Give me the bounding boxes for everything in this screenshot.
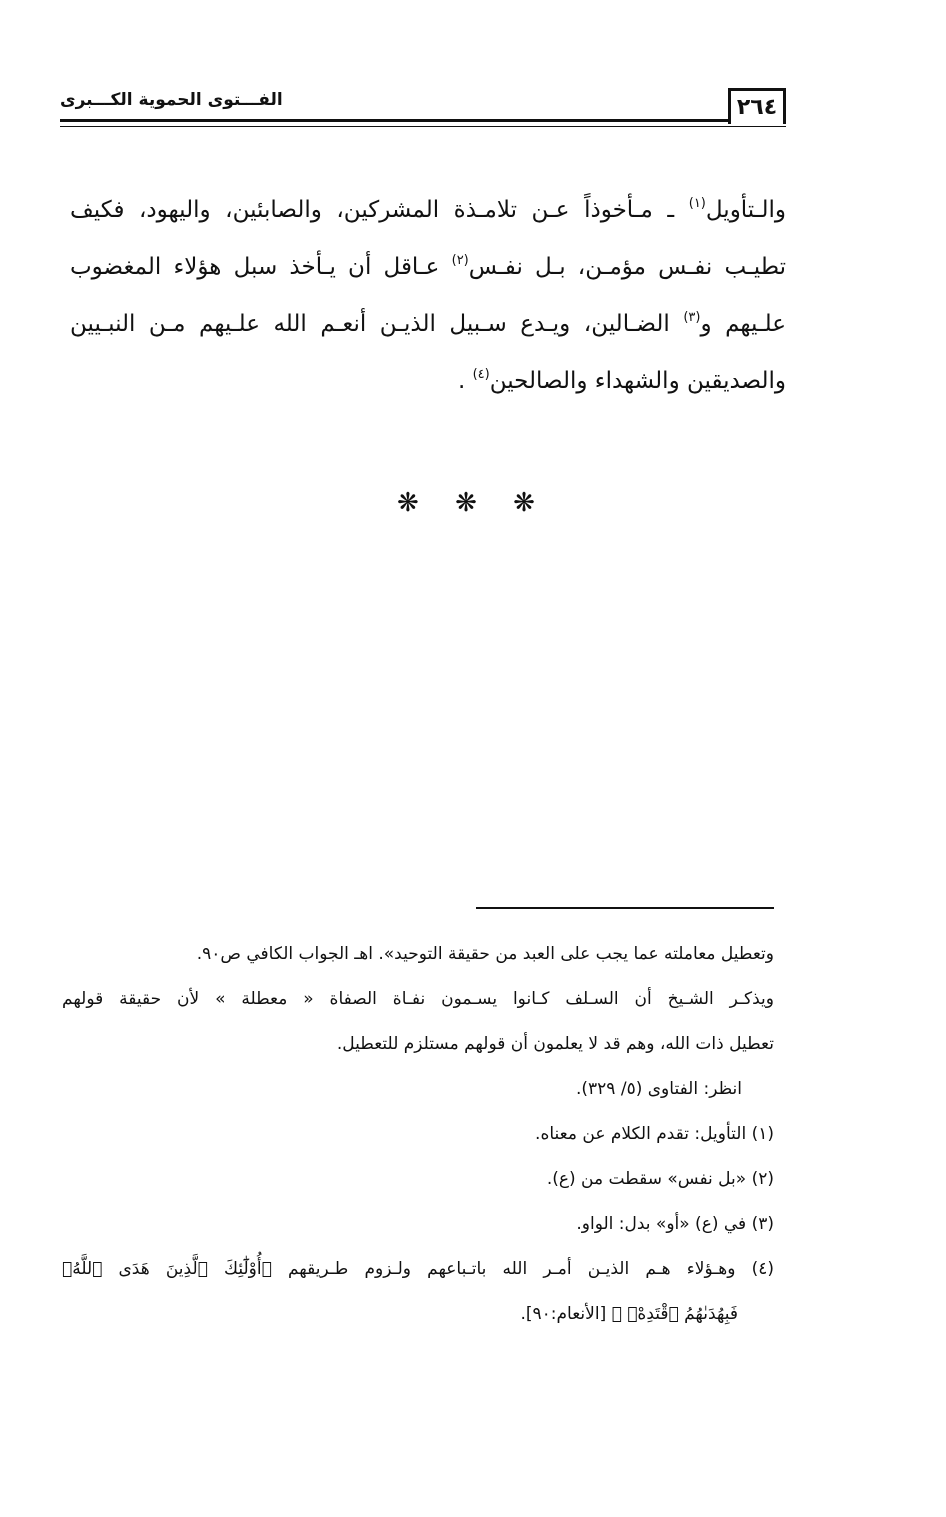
footnote-3: (٣) في (ع) «أو» بدل: الواو. <box>576 1214 774 1234</box>
footnote-ref[interactable]: (٤) <box>472 367 490 382</box>
footnote-line: تعطيل ذات الله، وهم قد لا يعلمون أن قولهم مستلزم للتعطيل. <box>336 1034 774 1054</box>
header-rule-thin <box>60 126 786 127</box>
text-span: عـاقل أن يـأخذ سبل هؤلاء المغضوب <box>70 254 452 280</box>
footnote-ref[interactable]: (١) <box>688 196 706 211</box>
text-span: والصديقين والشهداء والصالحين <box>489 368 786 394</box>
footnote-line: ويذكـر الشـيخ أن السـلف كـانوا يسـمون نفـاة الصفاة « معطلة » لأن حقيقة قولهم <box>62 989 774 1009</box>
body-line <box>70 296 786 353</box>
footnote-4: (٤) وهـؤلاء هـم الذيـن أمـر الله باتـباعهم ولـزوم طـريقهم ﴿أُوْلَٰٓئِكَ ٱلَّذِينَ هَدَى ٱللَّهُۖ <box>62 1259 774 1279</box>
footnote-line: وتعطيل معاملته عما يجب على العبد من حقيقة التوحيد». اهـ الجواب الكافي ص٩٠. <box>196 944 774 964</box>
footnote-rule <box>476 907 774 909</box>
text-span: الضـالين، ويـدع سـبيل الذيـن أنعـم الله علـيهم مـن النبـيين <box>70 311 684 337</box>
footnote-1: (١) التأويل: تقدم الكلام عن معناه. <box>535 1124 774 1144</box>
running-title: الفـــتوى الحموية الكـــبرى <box>60 90 283 110</box>
text-span: ـ مـأخوذاً عـن تلامـذة المشركين، والصابئين، واليهود، فكيف <box>70 197 689 223</box>
footnote-ref[interactable]: (٢) <box>451 253 469 268</box>
footnote-ref[interactable]: (٣) <box>683 310 701 325</box>
page-header <box>60 88 786 134</box>
page-number: ٢٦٤ <box>728 88 786 124</box>
body-line <box>70 239 786 296</box>
text-span: والـتأويل <box>705 197 786 223</box>
header-rule <box>60 119 786 122</box>
footnotes <box>62 932 774 1337</box>
footnote-2: (٢) «بل نفس» سقطت من (ع). <box>546 1169 774 1189</box>
text-span: علـيهم و <box>700 311 787 337</box>
main-text <box>70 182 786 410</box>
text-span: . <box>457 368 473 394</box>
footnote-4-continuation: فَبِهُدَىٰهُمُ ٱقْتَدِهْۗ ﴾ [الأنعام:٩٠]. <box>520 1304 738 1324</box>
text-span: تطيـب نفـس مؤمـن، بـل نفـس <box>468 254 786 280</box>
body-line <box>70 182 786 239</box>
section-separator: ❋ ❋ ❋ <box>397 488 549 518</box>
body-line <box>70 353 786 410</box>
footnote-line: انظر: الفتاوى (٥/ ٣٢٩). <box>575 1079 742 1099</box>
